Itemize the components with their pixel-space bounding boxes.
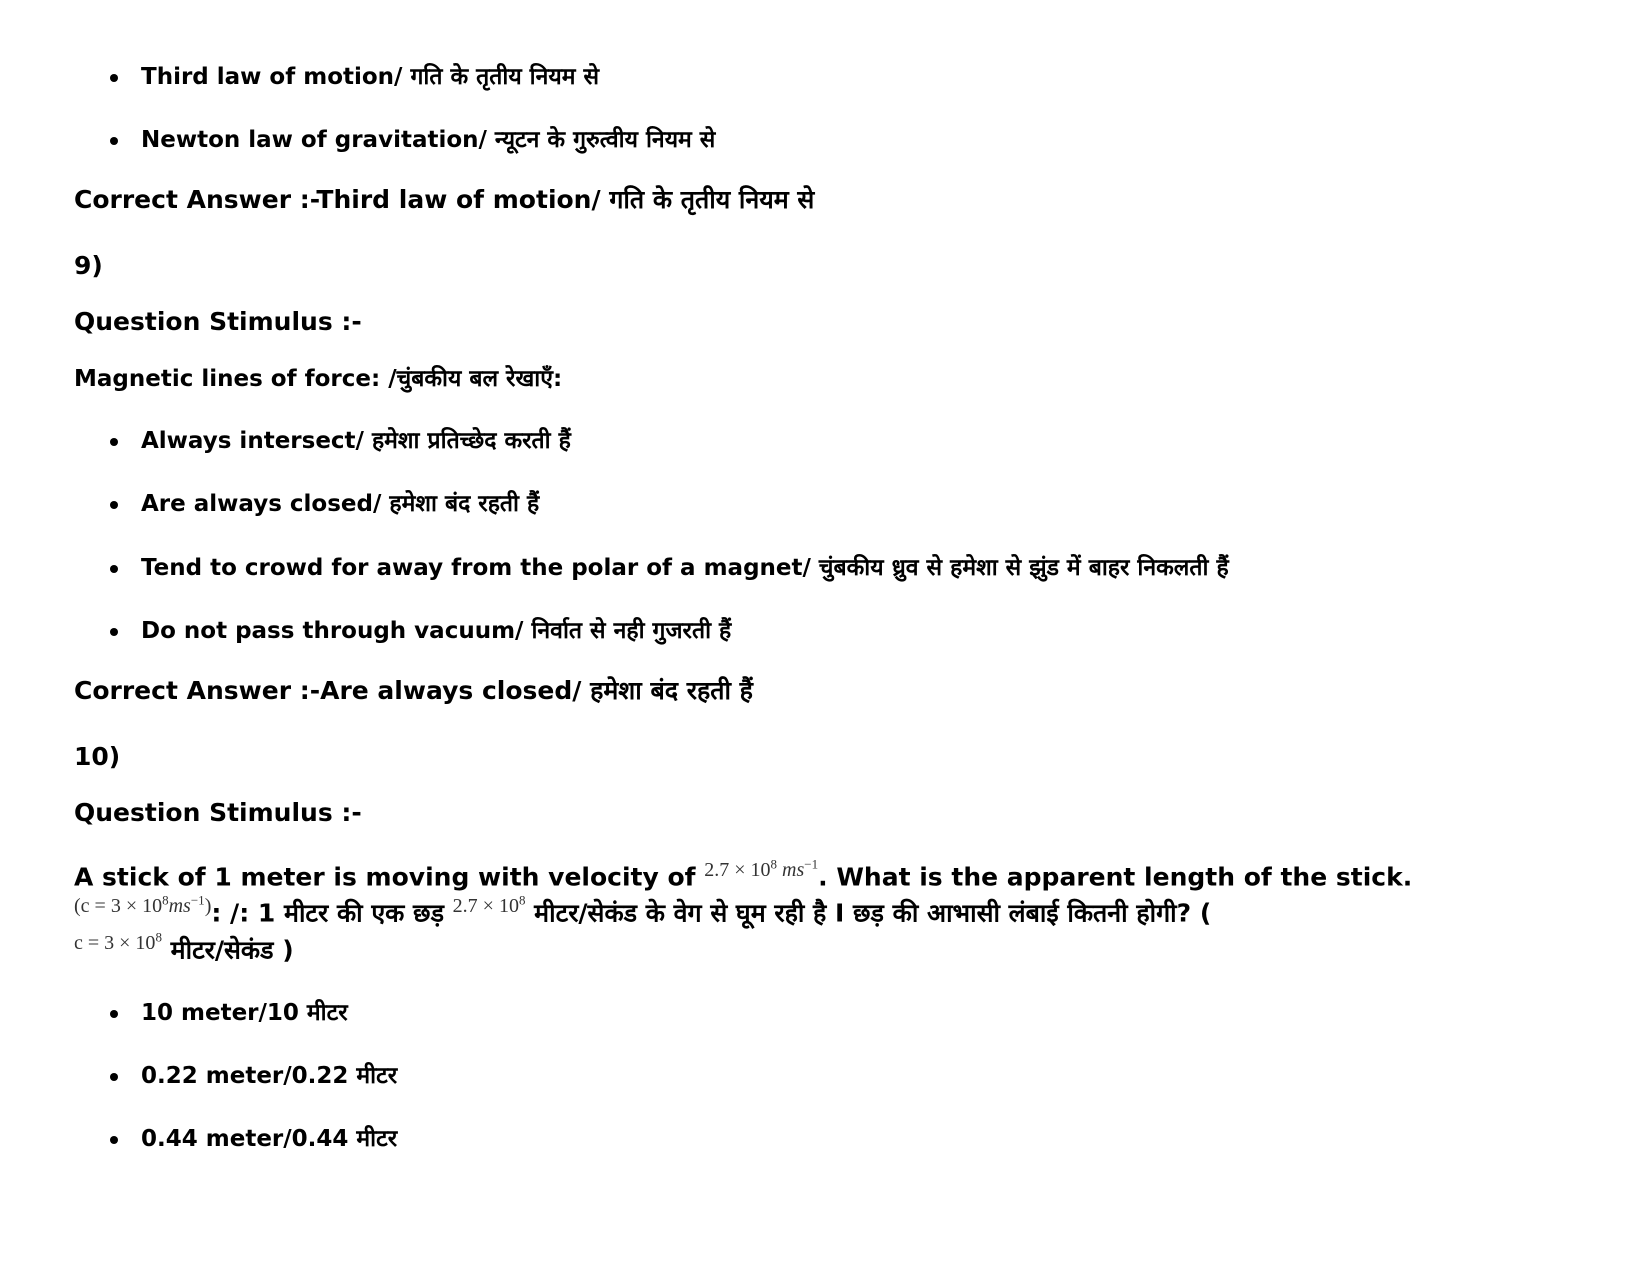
correct-answer: Correct Answer :-Are always closed/ हमेशा बंद रहती हैं (74, 676, 753, 705)
option-text: 0.22 meter/0.22 मीटर (141, 1063, 398, 1089)
math-speed-of-light: (c = 3 × 108ms−1) (74, 892, 212, 917)
bullet-icon (110, 74, 118, 82)
question-text: मीटर/सेकंड ) (170, 935, 294, 965)
question-text: . What is the apparent length of the stick. (818, 862, 1413, 892)
correct-answer: Correct Answer :-Third law of motion/ गति के तृतीय नियम से (74, 185, 815, 214)
question-number: 9) (74, 251, 103, 280)
option-text: Always intersect/ हमेशा प्रतिच्छेद करती हैं (141, 428, 571, 454)
bullet-icon (110, 565, 118, 573)
option-text: 0.44 meter/0.44 मीटर (141, 1126, 398, 1152)
math-speed-of-light: c = 3 × 108 (74, 929, 162, 954)
bullet-icon (110, 628, 118, 636)
option-text: Do not pass through vacuum/ निर्वात से नही गुजरती हैं (141, 618, 732, 644)
question-text: A stick of 1 meter is moving with velocity of (74, 862, 696, 892)
bullet-icon (110, 1010, 118, 1018)
option-text: Newton law of gravitation/ न्यूटन के गुरुत्वीय नियम से (141, 127, 716, 153)
bullet-icon (110, 438, 118, 446)
question-text: : /: 1 मीटर की एक छड़ (211, 898, 444, 928)
option-text: Are always closed/ हमेशा बंद रहती हैं (141, 491, 540, 517)
bullet-icon (110, 1136, 118, 1144)
bullet-icon (110, 501, 118, 509)
question-stimulus-label: Question Stimulus :- (74, 798, 362, 827)
math-velocity: 2.7 × 108 ms−1 (704, 856, 819, 881)
option-text: 10 meter/10 मीटर (141, 1000, 348, 1026)
math-velocity: 2.7 × 108 (452, 892, 526, 917)
question-number: 10) (74, 742, 121, 771)
bullet-icon (110, 1073, 118, 1081)
question-text-line-2 (74, 892, 1211, 934)
question-text-line-3 (74, 929, 294, 971)
question-text: मीटर/सेकंड के वेग से घूम रही है I छड़ की आभासी लंबाई कितनी होगी? ( (534, 898, 1212, 928)
bullet-icon (110, 137, 118, 145)
option-text: Third law of motion/ गति के तृतीय नियम से (141, 64, 600, 90)
question-stimulus-label: Question Stimulus :- (74, 307, 362, 336)
option-text: Tend to crowd for away from the polar of a magnet/ चुंबकीय ध्रुव से हमेशा से झुंड में बाहर निकलती हैं (141, 555, 1229, 581)
question-prompt: Magnetic lines of force: /चुंबकीय बल रेखाएँ: (74, 366, 563, 392)
